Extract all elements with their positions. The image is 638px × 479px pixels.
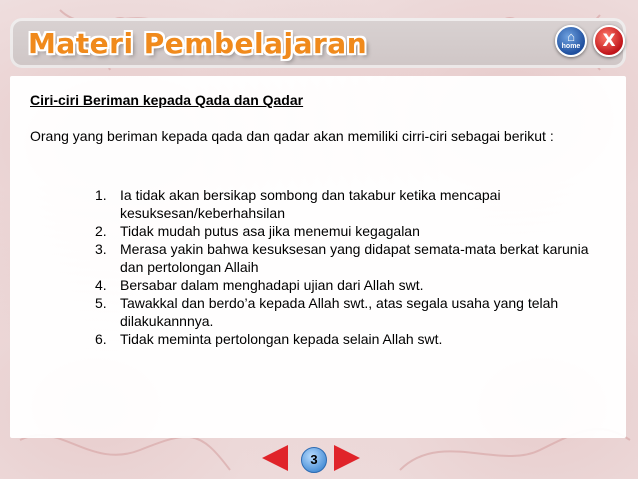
section-heading: Ciri-ciri Beriman kepada Qada dan Qadar <box>30 92 304 108</box>
list-number: 4. <box>95 277 107 293</box>
list-text: Ia tidak akan bersikap sombong dan takabur ketika mencapai kesuksesan/keberhahsilan <box>120 187 501 221</box>
list-number: 3. <box>95 241 107 257</box>
criteria-list <box>95 186 615 348</box>
list-item <box>95 330 615 348</box>
list-number: 1. <box>95 187 107 203</box>
list-number: 2. <box>95 223 107 239</box>
page-title: Materi Pembelajaran <box>28 27 368 60</box>
home-icon: ⌂ <box>567 29 575 44</box>
list-number: 6. <box>95 331 107 347</box>
home-label: home <box>561 43 581 50</box>
home-button[interactable] <box>555 25 587 57</box>
list-item <box>95 294 615 330</box>
list-number: 5. <box>95 295 107 311</box>
list-text: Bersabar dalam menghadapi ujian dari Allah swt. <box>120 277 424 293</box>
page-number-badge: 3 <box>301 447 327 473</box>
close-button[interactable]: X <box>593 25 625 57</box>
list-text: Tawakkal dan berdo’a kepada Allah swt., atas segala usaha yang telah dilakukannnya. <box>120 295 559 329</box>
intro-paragraph: Orang yang beriman kepada qada dan qadar akan memiliki cirri-ciri sebagai berikut : <box>30 128 554 144</box>
arrow-right-icon[interactable] <box>334 445 360 471</box>
list-item <box>95 186 615 222</box>
list-text: Tidak meminta pertolongan kepada selain Allah swt. <box>120 331 443 347</box>
list-item <box>95 222 615 240</box>
list-text: Merasa yakin bahwa kesuksesan yang didapat semata-mata berkat karunia dan pertolongan Allaih <box>120 241 589 275</box>
list-item <box>95 240 615 276</box>
list-item <box>95 276 615 294</box>
list-text: Tidak mudah putus asa jika menemui kegagalan <box>120 223 420 239</box>
arrow-left-icon[interactable] <box>262 445 288 471</box>
